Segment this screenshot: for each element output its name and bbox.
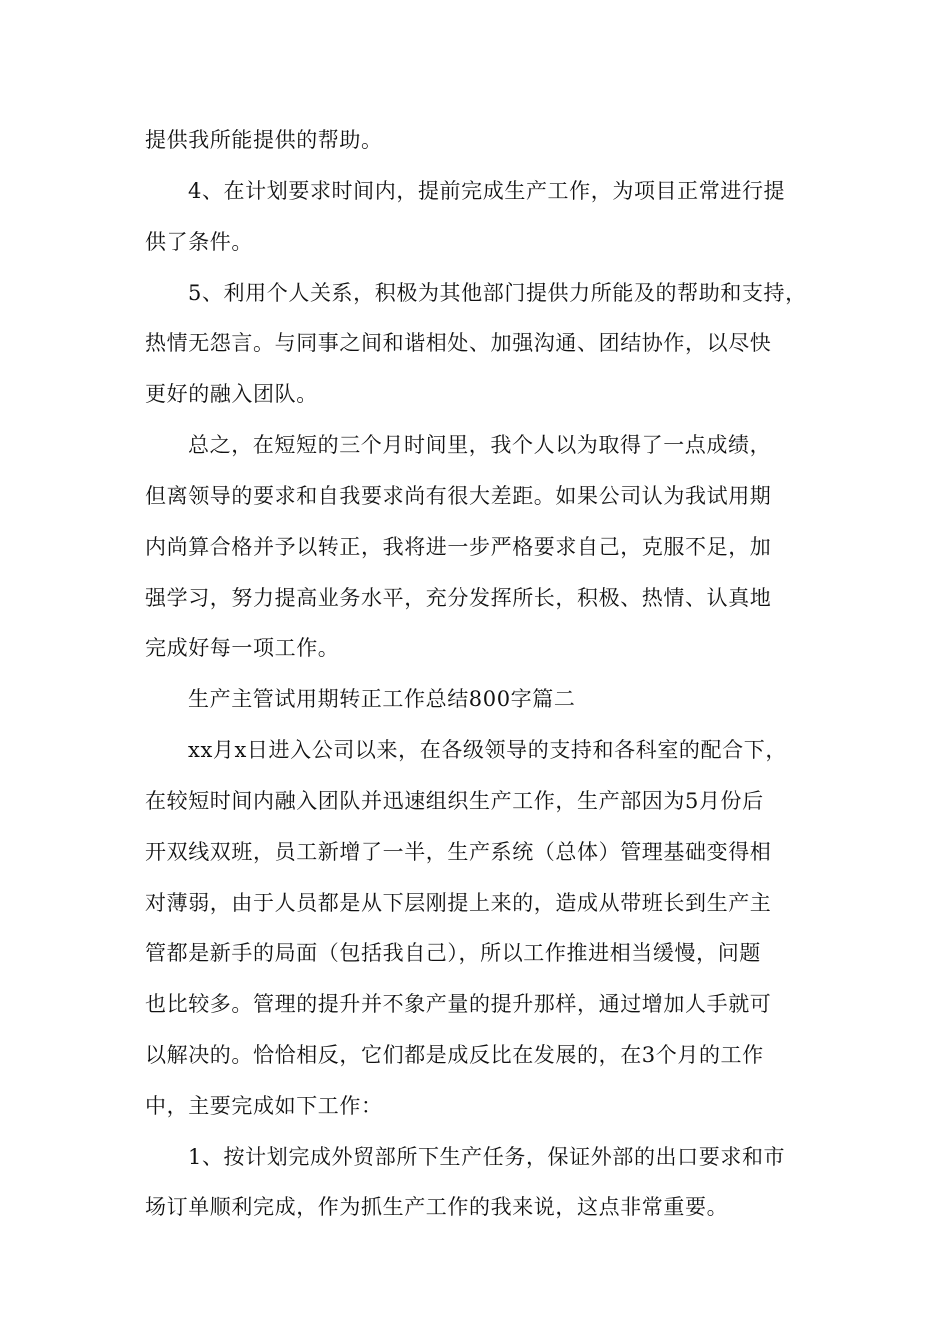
text-line: 在较短时间内融入团队并迅速组织生产工作，生产部因为5月份后 [145, 789, 764, 813]
text-line: 对薄弱，由于人员都是从下层刚提上来的，造成从带班长到生产主 [145, 891, 772, 915]
text-line: 5、利用个人关系，积极为其他部门提供力所能及的帮助和支持， [188, 281, 807, 305]
text-line: 总之，在短短的三个月时间里，我个人以为取得了一点成绩， [188, 433, 772, 457]
text-line: 热情无怨言。与同事之间和谐相处、加强沟通、团结协作，以尽快 [145, 331, 772, 355]
text-line: 也比较多。管理的提升并不象产量的提升那样，通过增加人手就可 [145, 992, 772, 1016]
text-line: 4、在计划要求时间内，提前完成生产工作，为项目正常进行提 [188, 179, 786, 203]
text-line: xx月x日进入公司以来，在各级领导的支持和各科室的配合下， [188, 738, 787, 762]
text-line: 提供我所能提供的帮助。 [145, 128, 383, 152]
text-line: 但离领导的要求和自我要求尚有很大差距。如果公司认为我试用期 [145, 484, 772, 508]
text-line: 供了条件。 [145, 230, 253, 254]
text-line: 1、按计划完成外贸部所下生产任务，保证外部的出口要求和市 [188, 1145, 786, 1169]
text-line: 以解决的。恰恰相反，它们都是成反比在发展的，在3个月的工作 [145, 1043, 764, 1067]
text-line: 场订单顺利完成，作为抓生产工作的我来说，这点非常重要。 [145, 1195, 729, 1219]
text-line: 内尚算合格并予以转正，我将进一步严格要求自己，克服不足，加 [145, 535, 772, 559]
text-line: 管都是新手的局面（包括我自己），所以工作推进相当缓慢，问题 [145, 941, 761, 965]
text-line: 强学习，努力提高业务水平，充分发挥所长，积极、热情、认真地 [145, 586, 772, 610]
text-line: 中，主要完成如下工作： [145, 1094, 383, 1118]
text-line: 开双线双班，员工新增了一半，生产系统（总体）管理基础变得相 [145, 840, 772, 864]
section-heading: 生产主管试用期转正工作总结800字篇二 [188, 687, 576, 711]
text-line: 更好的融入团队。 [145, 382, 318, 406]
text-line: 完成好每一项工作。 [145, 636, 340, 660]
